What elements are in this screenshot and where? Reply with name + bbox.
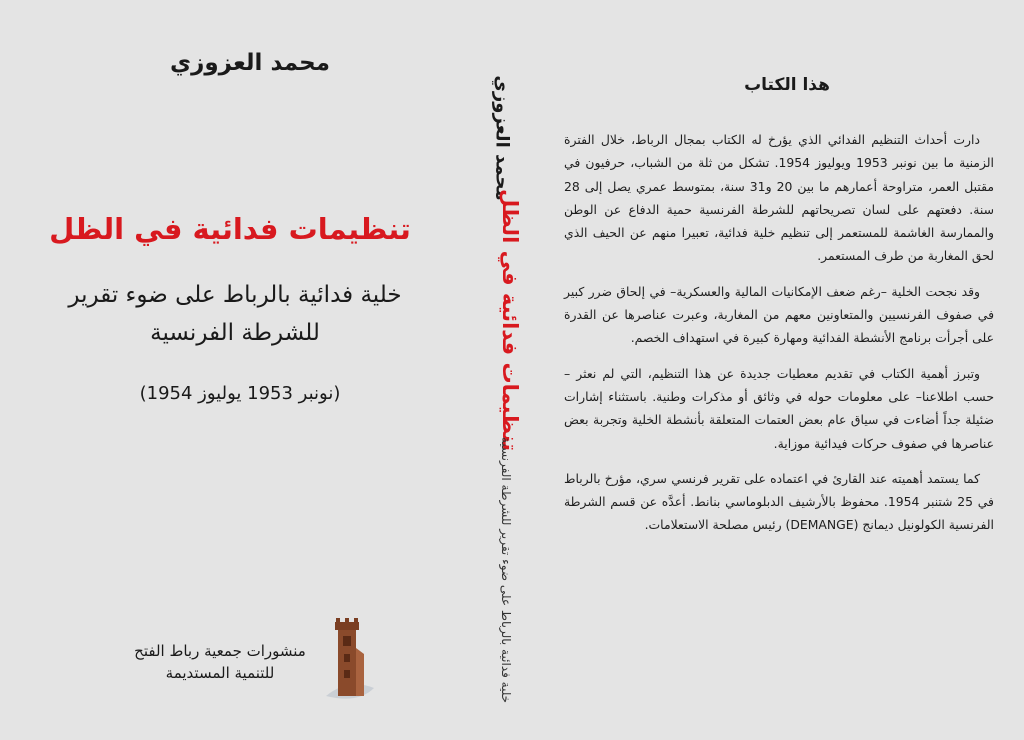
publisher-line-1: منشورات جمعية رباط الفتح (134, 642, 306, 660)
back-cover (550, 0, 1024, 740)
spine-title: تنظيمات فدائية في الظل (498, 188, 522, 452)
book-spine (470, 0, 550, 740)
back-body (564, 128, 994, 549)
book-subtitle: خلية فدائية بالرباط على ضوء تقرير للشرطة الفرنسية (68, 282, 402, 346)
publisher (120, 640, 320, 684)
tower-logo-icon (318, 618, 378, 708)
back-paragraph: دارت أحداث التنظيم الفدائي الذي يؤرخ له الكتاب بمجال الرباط، خلال الفترة الزمنية ما بين نونبر 1953 ويوليوز 1954. تشكل من ثلة من الشباب، حرفيون في مقتبل العمر، متراوحة أعمارهم ما بين 20 و31 سنة، بمتوسط عمري يصل إلى 28 سنة. دفعتهم على لسان تصريحاتهم للشرطة الفرنسية حمية الدفاع عن الوطن والممارسة الغاشمة للمستعمر إلى تنظيم خلية فدائية، تعبيرا منهم عن الحيف الذي لحق المغاربة من طرف المستعمر. (564, 132, 994, 264)
back-paragraph: وقد نجحت الخلية –رغم ضعف الإمكانيات المالية والعسكرية– في إلحاق ضرر كبير في صفوف الفرنسيين والمتعاونين معهم من المغاربة، وعبرت عناصرها عن القدرة على أجرأت برنامج الأنشطة الفدائية ومهارة كبيرة في استهداف الخصم. (564, 283, 994, 346)
spine-subtitle: خلية فدائية بالرباط على ضوء تقرير للشرطة الفرنسية (499, 436, 513, 704)
back-heading: هذا الكتاب (744, 75, 830, 95)
front-cover (0, 0, 470, 740)
spine-author: محمد العزوزي (491, 75, 513, 201)
back-paragraph: كما يستمد أهميته عند القارئ في اعتماده على تقرير فرنسي سري، مؤرخ بالرباط في 25 شتنبر 1954. محفوظ بالأرشيف الدبلوماسي بنانط. أعدَّه عن قسم الشرطة الفرنسية الكولونيل ديمانج (DEMANGE) رئيس مصلحة الاستعلامات. (564, 470, 994, 533)
book-title: تنظيمات فدائية في الظل (49, 212, 411, 246)
book-dates: (نونبر 1953 يوليوز 1954) (139, 383, 341, 404)
publisher-line-2: للتنمية المستديمة (165, 664, 275, 682)
author-name: محمد العزوزي (170, 50, 330, 76)
back-paragraph: وتبرز أهمية الكتاب في تقديم معطيات جديدة عن هذا التنظيم، التي لم نعثر –حسب اطلاعنا– على معلومات حوله في وثائق أو مذكرات وطنية. باستثناء إشارات ضئيلة جداً أضاءت في سياق عام بعض العتمات المتعلقة بأنشطة الخلية وتجربة بعض عناصرها في صفوف حركات فيدائية موزاية. (564, 365, 994, 451)
